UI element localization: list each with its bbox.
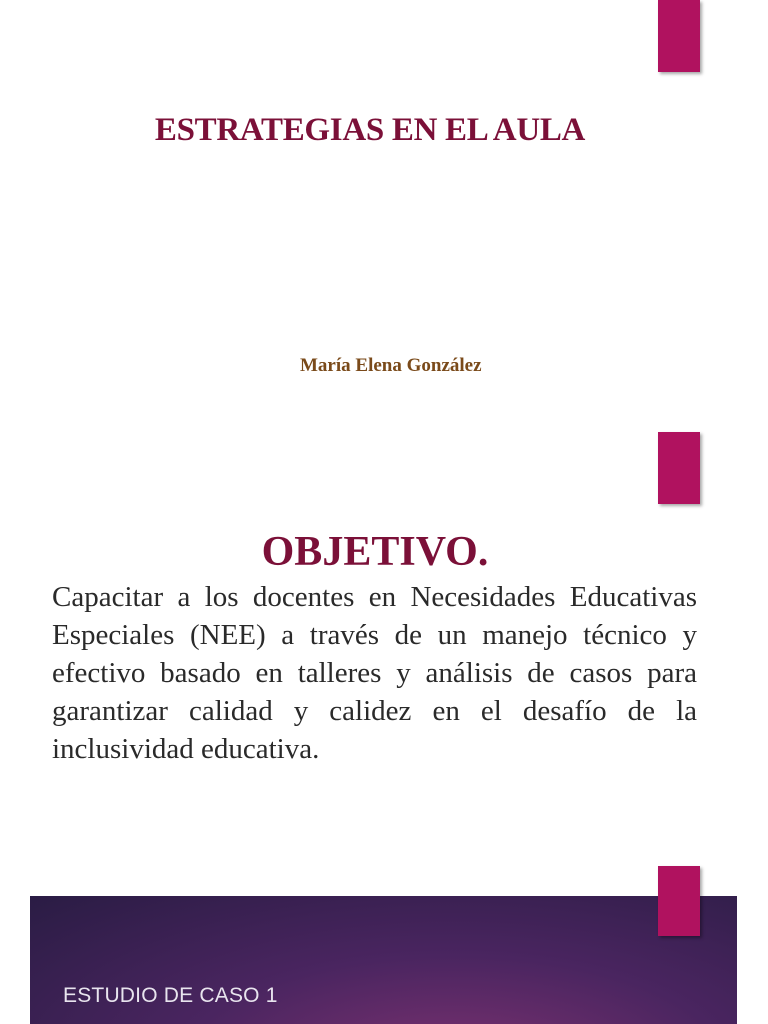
slide-case-study bbox=[0, 866, 768, 1024]
accent-tab bbox=[658, 0, 700, 72]
objective-text: Capacitar a los docentes en Necesidades Educativas Especiales (NEE) a través de un manejo técnico y efectivo basado en talleres y análisis de casos para garantizar calidad y calidez en el desafío de la inclusividad educativa. bbox=[52, 581, 697, 765]
case-study-panel bbox=[30, 896, 737, 1024]
slide-objective bbox=[0, 432, 768, 864]
accent-tab bbox=[658, 432, 700, 504]
slide-title bbox=[0, 0, 768, 420]
accent-tab bbox=[658, 866, 700, 936]
presentation-title: ESTRATEGIAS EN EL AULA bbox=[154, 112, 586, 148]
objective-heading: OBJETIVO. bbox=[261, 529, 489, 575]
author-name: María Elena González bbox=[300, 355, 482, 376]
case-study-label: ESTUDIO DE CASO 1 bbox=[63, 984, 278, 1007]
